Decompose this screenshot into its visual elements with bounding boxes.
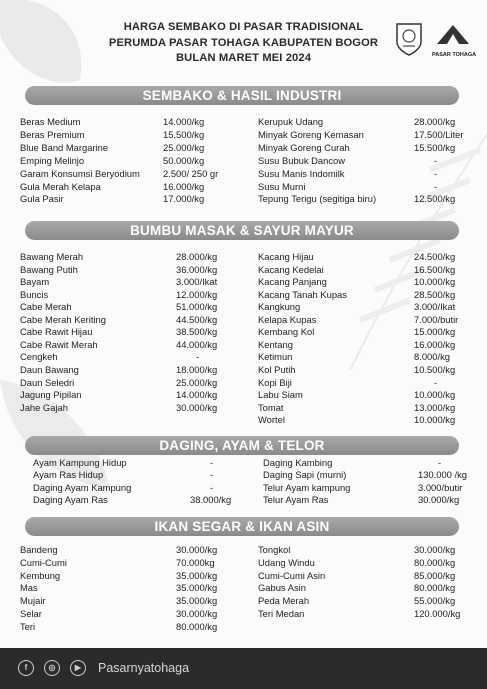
item-name: Wortel [258,414,285,426]
item-price: 51.000/kg [176,301,218,313]
title-line-1: HARGA SEMBAKO DI PASAR TRADISIONAL [123,21,364,33]
item-price: 70.000kg [176,556,215,568]
facebook-icon[interactable]: f [18,660,34,676]
item-name: Beras Premium [20,128,85,140]
youtube-icon[interactable]: ▶ [70,660,86,676]
item-price: 30.000/kg [414,544,456,555]
item-name: Jagung Pipilan [20,389,82,401]
item-name: Telur Ayam Ras [263,493,329,505]
item-price: 8.000/kg [414,351,450,363]
item-price: 12.500/kg [414,193,456,205]
item-name: Gula Pasir [20,193,64,205]
item-price: 7.000/butir [414,313,459,325]
item-price: 16.500/kg [414,263,456,275]
item-price: 3.000/Ikat [414,301,456,313]
item-name: Bayam [20,276,50,288]
footer-bar [0,648,487,689]
item-price: 3.000/Ikat [176,276,218,288]
item-name: Beras Medium [20,116,81,127]
item-name: Kentang [258,338,293,350]
item-price: 30.000/kg [176,608,218,619]
item-price: - [438,457,442,468]
item-name: Tongkol [258,544,291,555]
item-name: Labu Siam [258,389,303,401]
item-price: 15.000/kg [414,326,456,338]
item-price: 50.000/kg [163,154,205,166]
item-name: Ayam Ras Hidup [33,469,104,481]
item-name: Daging Sapi (murni) [263,469,347,481]
logo-label: PASAR TOHAGA [432,52,477,58]
item-price: 14.000/kg [163,116,205,127]
item-price: 35.000/kg [176,582,218,594]
item-name: Gabus Asin [258,582,306,594]
item-price: 2.500/ 250 gr [163,167,219,179]
item-name: Teri Medan [258,608,305,619]
item-name: Cengkeh [20,351,58,363]
item-price: - [434,167,438,179]
item-price: 130.000 /kg [418,469,467,481]
item-name: Cabe Rawit Hijau [20,326,93,338]
item-price: 85.000/kg [414,569,456,581]
item-price: 28.000/kg [414,116,456,127]
item-name: Udang Windu [258,556,315,568]
item-name: Cumi-Cumi [20,556,67,568]
item-name: Kerupuk Udang [258,116,324,127]
item-name: Minyak Goreng Curah [258,141,350,153]
item-name: Bandeng [20,544,58,555]
item-price: 15.500/kg [163,128,205,140]
palm-leaf-decoration [330,130,487,380]
item-price: 13.000/kg [414,401,456,413]
item-name: Cumi-Cumi Asin [258,569,326,581]
item-name: Peda Merah [258,595,310,607]
item-price: 10.000/kg [414,414,456,426]
pasar-tohaga-logo [432,22,477,58]
item-name: Kacang Hijau [258,251,314,262]
item-price: 80.000/kg [414,582,456,594]
item-name: Daun Bawang [20,363,79,375]
item-price: 17.000/kg [163,193,205,205]
item-name: Emping Melinjo [20,154,85,166]
item-name: Blue Band Margarine [20,141,109,153]
item-price: 80.000/kg [414,556,456,568]
item-price: 10.000/kg [414,389,456,401]
item-name: Teri [20,620,36,632]
item-price: 24.500/kg [414,251,456,262]
item-price: 35.000/kg [176,595,218,607]
pasar-tohaga-logo-icon [433,22,473,46]
item-price: 25.000/kg [163,141,205,153]
item-price: 3.000/butir [418,481,463,493]
item-price: - [210,469,214,481]
item-price: 10.500/kg [414,363,456,375]
item-name: Tepung Terigu (segitiga biru) [258,193,377,205]
item-name: Ketimun [258,351,293,363]
item-price: 10.000/kg [414,276,456,288]
item-price: 38.500/kg [176,326,218,338]
item-price: - [210,457,214,468]
item-price: 18.000/kg [176,363,218,375]
social-handle[interactable]: Pasarnyatohaga [98,661,190,675]
item-name: Jahe Gajah [20,401,68,413]
item-name: Bawang Merah [20,251,84,262]
section-title-bumbu: BUMBU MASAK & SAYUR MAYUR [25,221,459,240]
item-name: Susu Manis Indomilk [258,167,345,179]
instagram-icon[interactable]: ◎ [44,660,60,676]
item-price: 55.000/kg [414,595,456,607]
item-name: Kopi Biji [258,376,292,388]
section-title-ikan: IKAN SEGAR & IKAN ASIN [25,517,459,536]
item-price: - [434,180,438,192]
item-name: Kacang Kedelai [258,263,324,275]
item-price: 38.000/kg [190,493,232,505]
item-name: Buncis [20,288,49,300]
item-price: - [434,376,438,388]
item-price: 35.000/kg [176,569,218,581]
item-price: 30.000/kg [176,544,218,555]
item-price: 16.000/kg [414,338,456,350]
item-name: Gula Merah Kelapa [20,180,101,192]
item-name: Kol Putih [258,363,296,375]
item-name: Cabe Merah [20,301,72,313]
item-price: 30.000/kg [176,401,218,413]
item-name: Minyak Goreng Kemasan [258,128,364,140]
item-price: 120.000/kg [414,608,461,619]
item-name: Bawang Putih [20,263,78,275]
item-name: Mas [20,582,38,594]
item-price: 16.000/kg [163,180,205,192]
item-name: Kembang Kol [258,326,315,338]
item-price: 25.000/kg [176,376,218,388]
item-price: 12.000/kg [176,288,218,300]
item-name: Kacang Panjang [258,276,327,288]
kabupaten-bogor-emblem-icon [395,22,423,56]
item-name: Daging Ayam Ras [33,493,108,505]
item-name: Garam Konsumsi Beryodium [20,167,140,179]
item-price: - [434,154,438,166]
item-name: Kangkung [258,301,301,313]
item-price: 17.500/Liter [414,128,464,140]
item-name: Cabe Merah Keriting [20,313,106,325]
item-price: - [196,351,200,363]
item-price: 28.500/kg [414,288,456,300]
item-name: Susu Murni [258,180,306,192]
item-name: Kacang Tanah Kupas [258,288,347,300]
title-line-3: BULAN MARET MEI 2024 [175,52,312,64]
item-price: 36.000/kg [176,263,218,275]
item-price: 44.000/kg [176,338,218,350]
item-name: Daun Seledri [20,376,75,388]
item-price: 44.500/kg [176,313,218,325]
item-name: Kelapa Kupas [258,313,317,325]
item-price: 15.500/kg [414,141,456,153]
section-title-sembako: SEMBAKO & HASIL INDUSTRI [25,86,459,105]
item-name: Cabe Rawit Merah [20,338,98,350]
item-price: 14.000/kg [176,389,218,401]
item-name: Susu Bubuk Dancow [258,154,346,166]
item-name: Mujair [20,595,46,607]
item-price: 30.000/kg [418,493,460,505]
item-price: 28.000/kg [176,251,218,262]
item-name: Tomat [258,401,284,413]
item-price: - [210,481,214,493]
item-name: Daging Kambing [263,457,333,468]
section-title-daging: DAGING, AYAM & TELOR [25,436,459,455]
item-name: Ayam Kampung Hidup [33,457,127,468]
item-name: Daging Ayam Kampung [33,481,132,493]
item-name: Telur Ayam kampung [263,481,351,493]
item-name: Kembung [20,569,61,581]
item-name: Selar [20,608,42,619]
title-line-2: PERUMDA PASAR TOHAGA KABUPATEN BOGOR [108,36,379,49]
item-price: 80.000/kg [176,620,218,632]
